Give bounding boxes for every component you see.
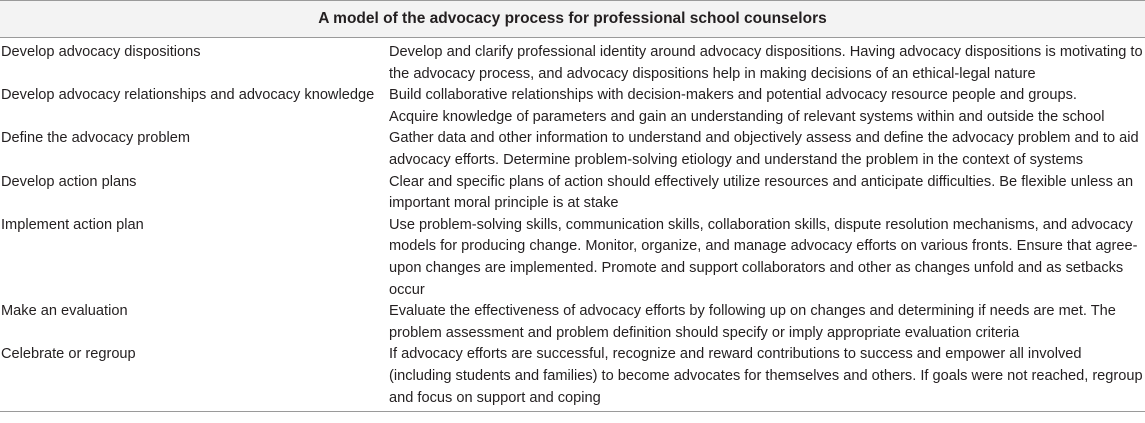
description-text: Build collaborative relationships with decision-makers and potential advocacy resource people and groups. [389, 87, 1077, 104]
stage-cell: Develop advocacy relationships and advocacy knowledge [1, 87, 375, 104]
description-text: Clear and specific plans of action should effectively utilize resources and anticipate difficulties. Be flexible unless an important moral principle is at stake [389, 173, 1134, 212]
description-cell [389, 42, 1145, 85]
stage-cell: Implement action plan [1, 216, 144, 233]
table-row [0, 42, 1145, 85]
table-row [0, 172, 1145, 215]
description-text: Use problem-solving skills, communication skills, collaboration skills, dispute resolution mechanisms, and advocacy models for producing change. Monitor, organize, and manage advocacy efforts on various fronts. Ensure that agree-upon changes are implemented. Promote and support collaborators and other as changes unfold and as setbacks occur [389, 216, 1138, 298]
table-row [0, 85, 1145, 128]
stage-cell: Celebrate or regroup [1, 346, 136, 363]
table-row [0, 301, 1145, 344]
description-cell [389, 85, 1145, 128]
description-cell [389, 344, 1145, 409]
description-cell [389, 172, 1145, 215]
description-cell [389, 215, 1145, 301]
stage-cell: Define the advocacy problem [1, 130, 191, 147]
description-text: Develop and clarify professional identity around advocacy dispositions. Having advocacy dispositions is motivating to the advocacy process, and advocacy dispositions help in making decisions of an ethical-legal nature [389, 44, 1143, 82]
description-text: If advocacy efforts are successful, recognize and reward contributions to success and empower all involved (including students and families) to become advocates for themselves and others. If goals were not reached, regroup and focus on support and coping [389, 346, 1143, 406]
table-row [0, 344, 1145, 409]
description-cell [389, 128, 1145, 171]
stage-cell: Make an evaluation [1, 303, 128, 320]
table-row [0, 215, 1145, 301]
description-text: Acquire knowledge of parameters and gain an understanding of relevant systems within and outside the school [389, 108, 1105, 125]
description-text: Gather data and other information to understand and objectively assess and define the advocacy problem and to aid advocacy efforts. Determine problem-solving etiology and understand the problem in the context of systems [389, 130, 1139, 168]
stage-cell: Develop advocacy dispositions [1, 44, 201, 60]
table-title: A model of the advocacy process for professional school counselors [0, 0, 1145, 38]
description-text: Evaluate the effectiveness of advocacy efforts by following up on changes and determining if needs are met. The problem assessment and problem definition should specify or imply appropriate evaluation criteria [389, 303, 1116, 341]
table-body [0, 38, 1145, 412]
description-cell [389, 301, 1145, 344]
stage-cell: Develop action plans [1, 173, 137, 190]
table-row [0, 128, 1145, 171]
